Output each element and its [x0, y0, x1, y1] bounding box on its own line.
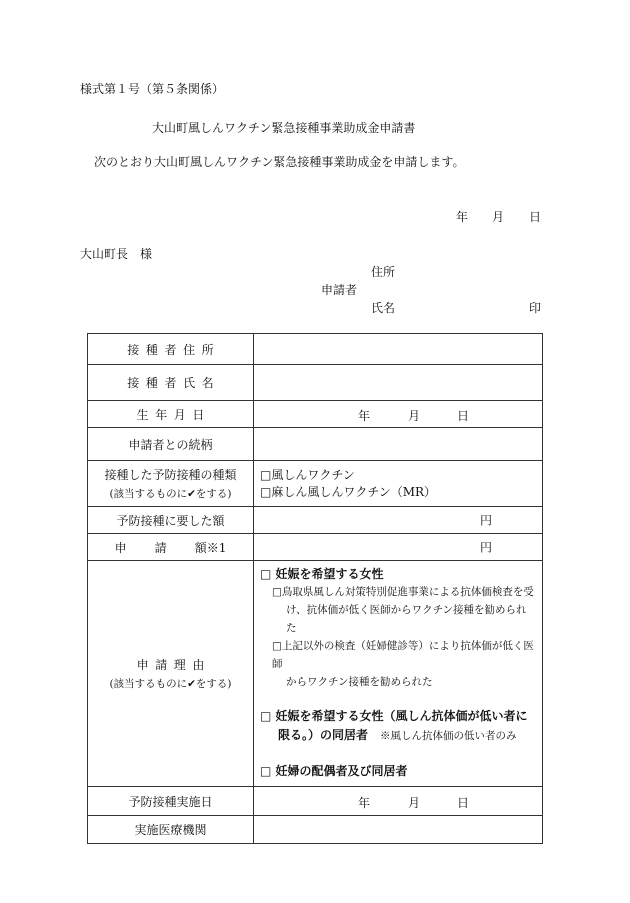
vaccination-year: 年: [358, 796, 371, 810]
facility-label: 実施医療機関: [88, 816, 254, 844]
row-reason: [88, 561, 543, 787]
vaccine-option-mr[interactable]: □麻しん風しんワクチン（MR）: [260, 484, 437, 499]
date-day: 日: [529, 210, 542, 224]
row-facility: [88, 816, 543, 844]
row-relationship: [88, 428, 543, 461]
reason-label: 申請理由 (該当するものに✔をする): [88, 561, 254, 787]
row-vaccinee-name: [88, 365, 543, 401]
vaccinee-address-field[interactable]: [254, 334, 543, 365]
vaccination-date-label: 予防接種実施日: [88, 787, 254, 816]
row-vaccination-date: [88, 787, 543, 816]
reason-cohabitant-note: ※風しん抗体価の低い者のみ: [380, 730, 517, 742]
reason-option-wish-pregnancy[interactable]: □ 妊娠を希望する女性: [260, 567, 384, 581]
address-label: 住所: [371, 265, 396, 279]
vaccinee-name-label: 接種者氏名: [88, 365, 254, 401]
birthdate-label: 生年月日: [88, 401, 254, 428]
vaccinee-name-field[interactable]: [254, 365, 543, 401]
vaccination-day: 日: [457, 796, 470, 810]
vaccine-type-options: [254, 461, 543, 507]
applicant-label: 申請者: [321, 283, 358, 297]
date-year: 年: [456, 210, 469, 224]
seal-mark: 印: [529, 301, 542, 315]
cost-field[interactable]: [254, 507, 543, 534]
cost-unit: 円: [479, 513, 492, 528]
vaccine-option-rubella[interactable]: □風しんワクチン: [260, 467, 355, 482]
row-birthdate: [88, 401, 543, 428]
intro-text: 次のとおり大山町風しんワクチン緊急接種事業助成金を申請します。: [94, 155, 465, 169]
reason-option-cohabitant-cont: 限る。）の同居者 ※風しん抗体価の低い者のみ: [278, 728, 517, 742]
application-form-table: [87, 333, 543, 844]
apply-amount-field[interactable]: [254, 534, 543, 561]
reason-sub-tottori-test-cont: け、抗体価が低く医師からワクチン接種を勧められた: [286, 604, 527, 634]
cost-label: 予防接種に要した額: [88, 507, 254, 534]
apply-amount-label: 申 請 額※1: [88, 534, 254, 561]
addressee: 大山町長 様: [80, 247, 153, 261]
relationship-label: 申請者との続柄: [88, 428, 254, 461]
reason-options: [254, 561, 543, 787]
birthdate-field[interactable]: [254, 401, 543, 428]
vaccination-month: 月: [408, 796, 421, 810]
birth-day: 日: [457, 409, 470, 423]
reason-option-cohabitant[interactable]: □ 妊娠を希望する女性（風しん抗体価が低い者に: [260, 709, 528, 723]
apply-unit: 円: [479, 540, 492, 555]
facility-field[interactable]: [254, 816, 543, 844]
row-vaccinee-address: [88, 334, 543, 365]
vaccination-date-field[interactable]: [254, 787, 543, 816]
relationship-field[interactable]: [254, 428, 543, 461]
reason-option-spouse[interactable]: □ 妊婦の配偶者及び同居者: [260, 764, 408, 778]
form-number: 様式第１号（第５条関係）: [80, 82, 225, 96]
row-apply-amount: [88, 534, 543, 561]
row-cost: [88, 507, 543, 534]
birth-year: 年: [358, 409, 371, 423]
birth-month: 月: [408, 409, 421, 423]
reason-sub-other-test[interactable]: □上記以外の検査（妊婦健診等）により抗体価が低く医師: [272, 640, 534, 670]
reason-sub-tottori-test[interactable]: □鳥取県風しん対策特別促進事業による抗体価検査を受: [272, 586, 534, 598]
vaccinee-address-label: 接種者住所: [88, 334, 254, 365]
form-title: 大山町風しんワクチン緊急接種事業助成金申請書: [152, 121, 416, 135]
name-label: 氏名: [371, 301, 396, 315]
vaccine-type-label: 接種した予防接種の種類 (該当するものに✔をする): [88, 461, 254, 507]
date-month: 月: [492, 210, 505, 224]
row-vaccine-type: [88, 461, 543, 507]
reason-sub-other-test-cont: からワクチン接種を勧められた: [286, 676, 433, 688]
